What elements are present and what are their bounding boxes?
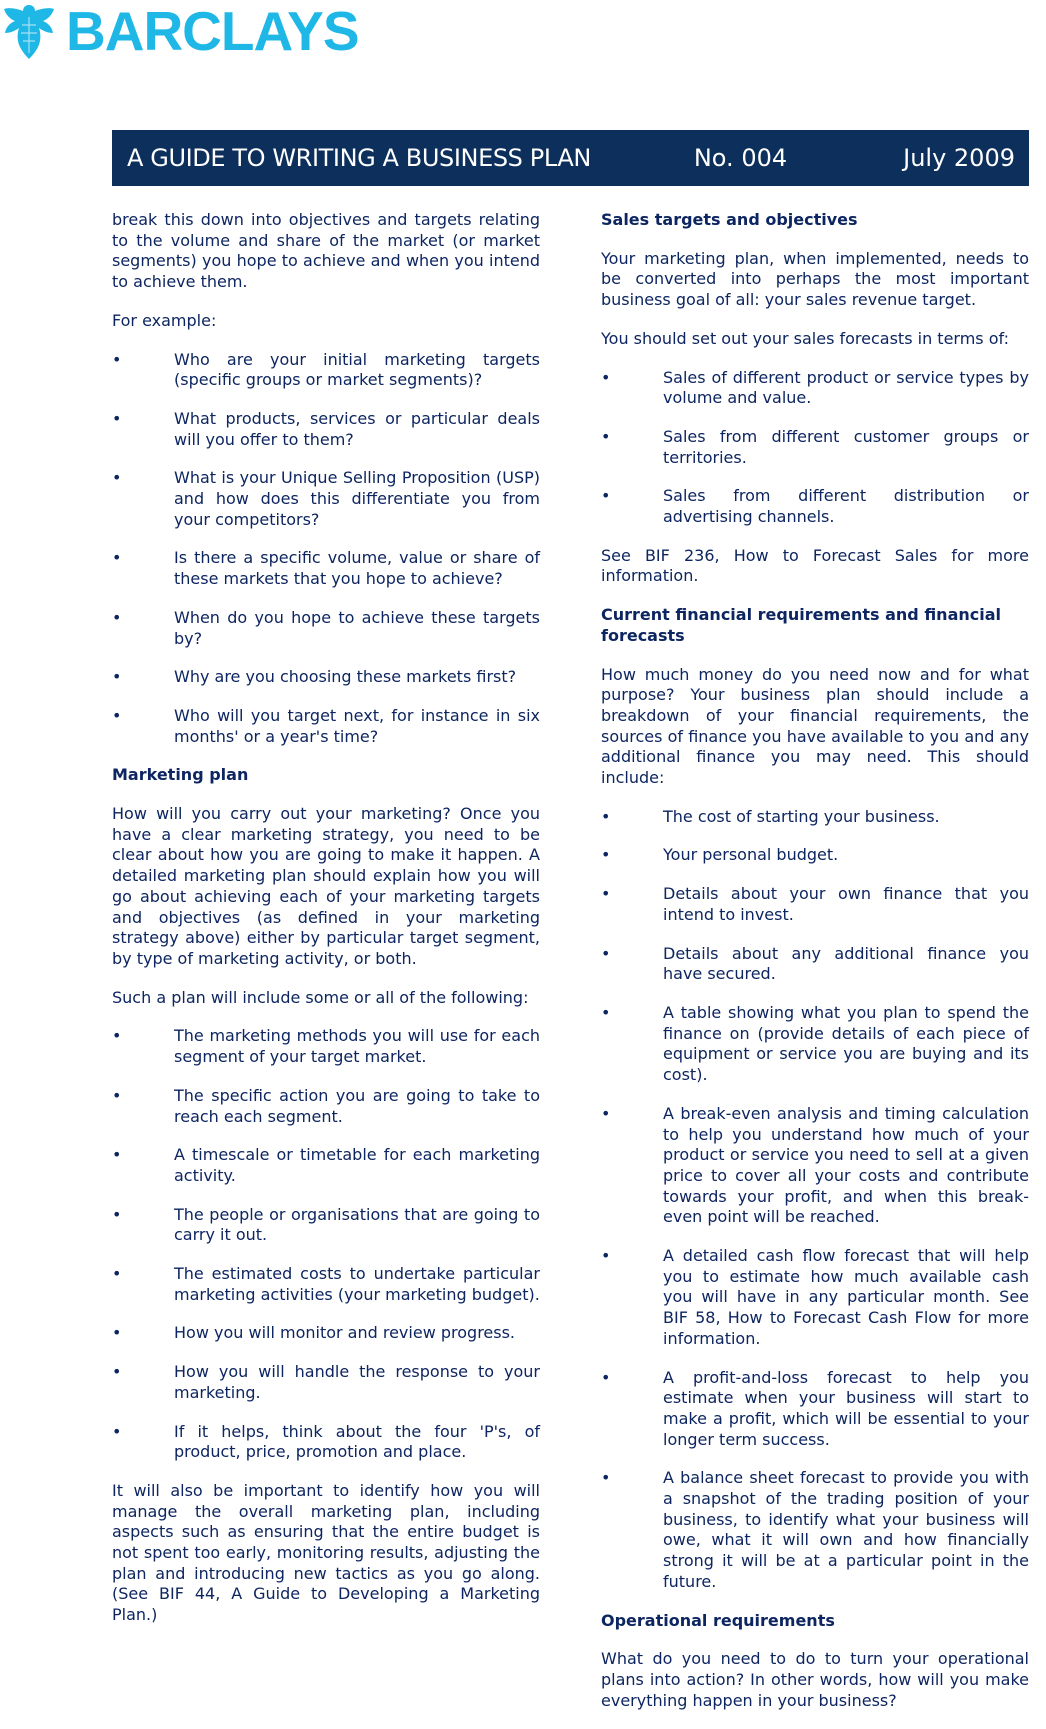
bullet: • [112, 548, 122, 568]
bullet: • [112, 1026, 122, 1046]
document-banner [112, 130, 1029, 186]
finance-paragraph: How much money do you need now and for what purpose? Your business plan should include a breakdown of your financial requirements, the sources of finance you have available to you and any additional finance you may need. This should include: [601, 664, 1029, 788]
bullet: • [112, 1264, 122, 1284]
list-item: • What products, services or particular deals will you offer to them? [112, 408, 540, 449]
sales-paragraph: Your marketing plan, when implemented, needs to be converted into perhaps the most important business goal of all: your sales revenue target. [601, 248, 1029, 310]
finance-heading: Current financial requirements and financial forecasts [601, 605, 1001, 645]
bullet: • [601, 486, 611, 506]
sales-forecast-intro: You should set out your sales forecasts in terms of: [601, 328, 1009, 348]
list-item: • Sales from different customer groups or territories. [601, 426, 1029, 467]
list-item: • If it helps, think about the four 'P's, of product, price, promotion and place. [112, 1421, 540, 1462]
bullet: • [112, 408, 122, 428]
operational-paragraph: What do you need to do to turn your operational plans into action? In other words, how will you make everything happen in your business? [601, 1649, 1029, 1710]
marketing-plan-heading: Marketing plan [112, 765, 249, 785]
bullet: • [112, 705, 122, 725]
bullet: • [112, 1085, 122, 1105]
bullet: • [112, 1421, 122, 1441]
list-item: • The people or organisations that are going to carry it out. [112, 1204, 540, 1245]
list-item: • Why are you choosing these markets first? [112, 667, 517, 687]
list-item: • Who are your initial marketing targets (specific groups or market segments)? [112, 349, 540, 390]
barclays-logo [2, 0, 359, 62]
list-item: • Details about any additional finance you have secured. [601, 943, 1029, 984]
bullet: • [601, 1246, 611, 1266]
bullet: • [601, 1103, 611, 1123]
bullet: • [601, 426, 611, 446]
marketing-plan-paragraph: How will you carry out your marketing? Once you have a clear marketing strategy, you need to be clear about how you are going to make it happen. A detailed marketing plan should explain how you will go about achieving each of your marketing targets and objectives (as defined in your marketing strategy above) either by particular target segment, by type of marketing activity, or both. [112, 804, 540, 968]
plan-include-label: Such a plan will include some or all of the following: [112, 987, 529, 1007]
for-example-label: For example: [112, 310, 217, 330]
list-item: • The estimated costs to undertake particular marketing activities (your marketing budget). [112, 1264, 540, 1304]
sales-list [601, 368, 1029, 528]
list-item: • Sales of different product or service types by volume and value. [601, 367, 1029, 408]
bullet: • [112, 1323, 122, 1343]
bullet: • [601, 1468, 611, 1488]
bullet: • [112, 1204, 122, 1224]
logo-wordmark: BARCLAYS [66, 0, 359, 62]
bullet: • [112, 1145, 122, 1165]
sales-heading: Sales targets and objectives [601, 210, 858, 229]
list-item: • Sales from different distribution or advertising channels. [601, 486, 1029, 527]
list-item: • The specific action you are going to take to reach each segment. [112, 1085, 540, 1126]
plan-list [112, 1026, 540, 1463]
bullet: • [601, 1002, 611, 1022]
document-title: A GUIDE TO WRITING A BUSINESS PLAN [127, 144, 591, 172]
list-item: • How you will handle the response to your marketing. [112, 1362, 540, 1402]
finance-list [601, 807, 1029, 1593]
list-item: • The marketing methods you will use for each segment of your target market. [112, 1026, 540, 1067]
list-item: • A profit-and-loss forecast to help you estimate when your business will start to make a profit, which will be essential to your longer term success. [601, 1367, 1029, 1449]
document-date: July 2009 [903, 144, 1015, 172]
list-item: • Details about your own finance that you intend to invest. [601, 884, 1029, 924]
bullet: • [601, 884, 611, 904]
list-item: • A timescale or timetable for each marketing activity. [112, 1145, 540, 1185]
bullet: • [112, 349, 122, 369]
eagle-icon [2, 1, 56, 61]
closing-paragraph: It will also be important to identify how you will manage the overall marketing plan, including aspects such as ensuring that the entire budget is not spent too early, monitoring results, adjusting the plan and introducing new tactics as you go along. (See BIF 44, A Guide to Developing a Marketing Plan.) [112, 1480, 540, 1625]
list-item: • The cost of starting your business. [601, 806, 940, 826]
bullet: • [601, 845, 611, 865]
list-item: • What is your Unique Selling Proposition (USP) and how does this differentiate you from your competitors? [112, 468, 540, 529]
bullet: • [601, 1367, 611, 1387]
list-item: • A detailed cash flow forecast that will help you to estimate how much available cash you will have in any particular month. See BIF 58, How to Forecast Cash Flow for more information. [601, 1246, 1029, 1348]
list-item: • When do you hope to achieve these targets by? [112, 607, 540, 648]
list-item: • A balance sheet forecast to provide you with a snapshot of the trading position of your business, to identify what your business will owe, what it will own and how financially strong it will be at a particular point in the future. [601, 1468, 1029, 1591]
list-item: • Is there a specific volume, value or share of these markets that you hope to achieve? [112, 548, 540, 589]
example-list [112, 350, 540, 748]
bullet: • [601, 943, 611, 963]
bullet: • [112, 607, 122, 627]
list-item: • How you will monitor and review progress. [112, 1323, 516, 1343]
bullet: • [601, 367, 611, 387]
list-item: • Who will you target next, for instance in six months' or a year's time? [112, 705, 540, 746]
operational-heading: Operational requirements [601, 1610, 835, 1630]
list-item: • Your personal budget. [601, 845, 839, 865]
left-column [112, 210, 540, 1644]
bullet: • [112, 667, 122, 687]
see-bif-note: See BIF 236, How to Forecast Sales for more information. [601, 545, 1029, 586]
list-item: • A break-even analysis and timing calculation to help you understand how much of your product or service you need to sell at a given price to cover all your costs and contribute towards your profit, and when this break-even point will be reached. [601, 1103, 1029, 1227]
intro-paragraph: break this down into objectives and targets relating to the volume and share of the market (or market segments) you hope to achieve and when you intend to achieve them. [112, 210, 540, 292]
bullet: • [601, 806, 611, 826]
list-item: • A table showing what you plan to spend the finance on (provide details of each piece of equipment or service you are buying and its cost). [601, 1002, 1029, 1085]
bullet: • [112, 468, 122, 488]
bullet: • [112, 1362, 122, 1382]
document-number: No. 004 [693, 144, 788, 172]
right-column [601, 210, 1029, 1729]
